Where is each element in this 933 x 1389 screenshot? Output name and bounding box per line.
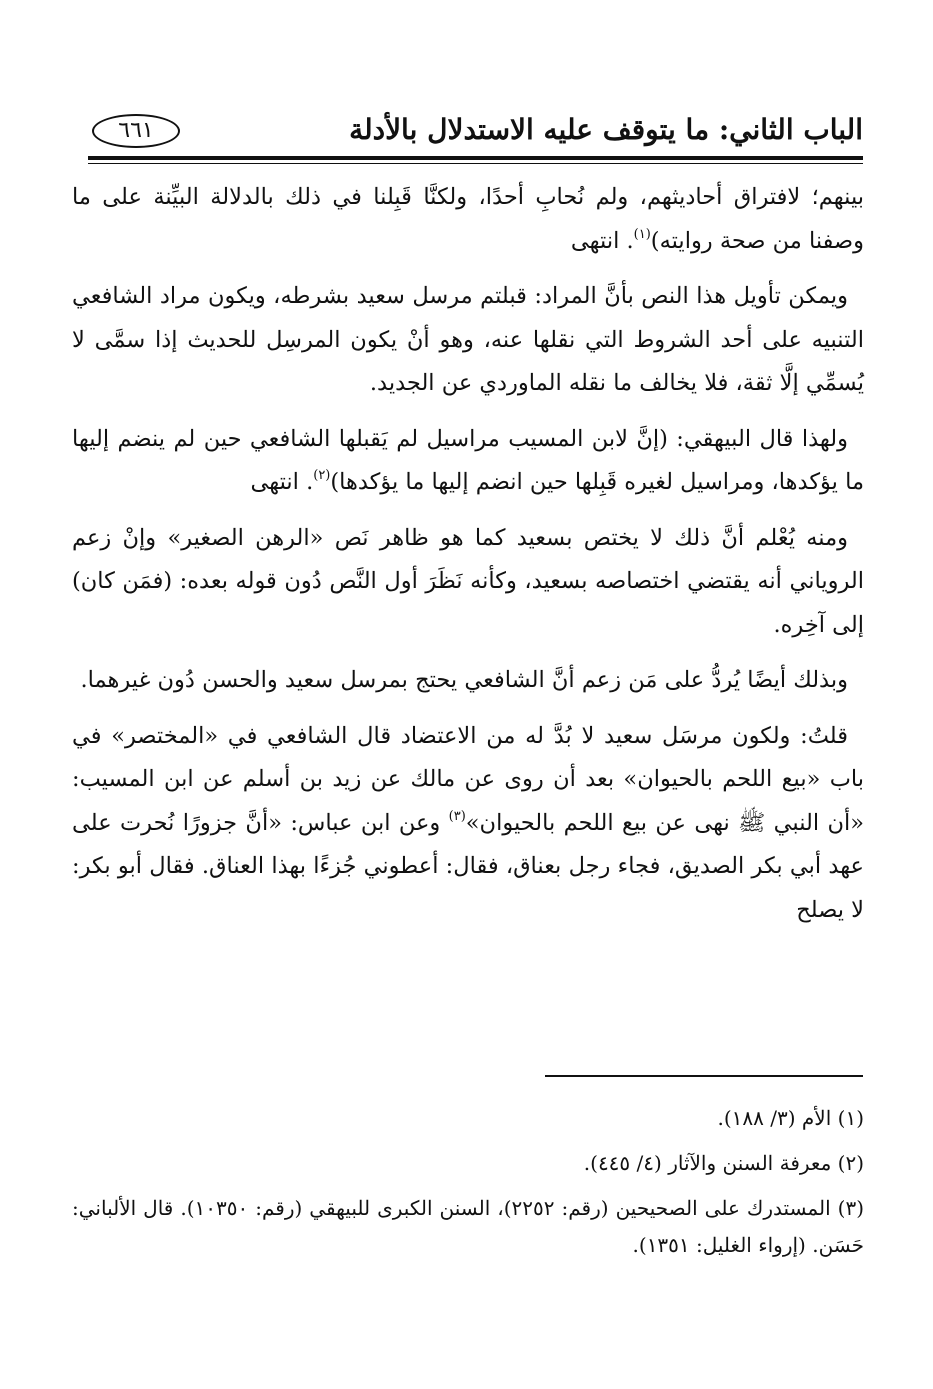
footnote-separator [545, 1075, 863, 1077]
chapter-title: الباب الثاني: ما يتوقف عليه الاستدلال بالأدلة [349, 113, 863, 146]
footnote: (٢) معرفة السنن والآثار (٤/ ٤٤٥). [583, 1151, 864, 1175]
paragraph-text: قلتُ: ولكون مرسَل سعيد لا بُدَّ له من الاعتضاد قال الشافعي في «المختصر» في باب «بيع اللحم بالحيوان» بعد أن روى عن مالك عن زيد بن أسلم عن ابن المسيب: «أن النبي ﷺ نهى عن بيع اللحم بالحيوان» [72, 722, 865, 836]
footnote: (١) الأم (٣/ ١٨٨). [717, 1106, 864, 1130]
header-rule-thick [88, 156, 863, 160]
footnotes [72, 1100, 864, 1272]
paragraph [72, 715, 864, 933]
paragraph-text: ويمكن تأويل هذا النص بأنَّ المراد: قبلتم مرسل سعيد بشرطه، ويكون مراد الشافعي التنبيه على أحد الشروط التي نقلها عنه، وهو أنْ يكون المرسِل للحديث إذا سمَّى لا يُسمِّي إلَّا ثقة، فلا يخالف ما نقله الماوردي عن الجديد. [72, 283, 864, 396]
paragraph-text: وبذلك أيضًا يُردُّ على مَن زعم أنَّ الشافعي يحتج بمرسل سعيد والحسن دُون غيرهما. [80, 667, 848, 693]
paragraph-text: ومنه يُعْلم أنَّ ذلك لا يختص بسعيد كما هو ظاهر نَص «الرهن الصغير» وإنْ زعم الروياني أنه يقتضي اختصاصه بسعيد، وكأنه نَظَرَ أول النَّص دُون قوله بعده: (فمَن كان) إلى آخِره. [72, 524, 864, 638]
paragraph [72, 517, 864, 648]
footnote-marker: (٢) [313, 468, 331, 483]
footnote: (٣) المستدرك على الصحيحين (رقم: ٢٢٥٢)، السنن الكبرى للبيهقي (رقم: ١٠٣٥٠). قال الألباني: حَسَن. (إرواء الغليل: ١٣٥١). [72, 1196, 864, 1257]
header-rule-thin [88, 163, 863, 164]
paragraph [72, 275, 864, 406]
paragraph-text: ولهذا قال البيهقي: (إنَّ لابن المسيب مراسيل لم يَقبلها الشافعي حين لم ينضم إليها ما يؤكدها، ومراسيل لغيره قَبِلها حين انضم إليها ما يؤكدها) [72, 425, 864, 495]
paragraph [72, 418, 864, 505]
paragraph [72, 659, 864, 703]
paragraph [72, 176, 864, 263]
paragraph-text: وعن ابن عباس: «أنَّ جزورًا نُحرت على عهد أبي بكر الصديق، فجاء رجل بعناق، فقال: أعطوني جُزءًا بهذا العناق. فقال أبو بكر: لا يصلح [72, 809, 864, 923]
footnote-marker: (٣) [448, 808, 466, 824]
paragraph-tail: . انتهى [250, 469, 314, 495]
main-text [72, 176, 864, 944]
footnote-marker: (١) [633, 226, 651, 242]
page-number-badge: ٦٦١ [92, 114, 180, 148]
paragraph-tail: . انتهى [570, 227, 634, 254]
paragraph-text: بينهم؛ لافتراق أحاديثهم، ولم نُحابِ أحدًا، ولكنَّا قَبِلنا في ذلك بالدلالة البيِّنة على ما وصفنا من صحة روايته) [72, 184, 864, 254]
running-header [88, 112, 863, 154]
